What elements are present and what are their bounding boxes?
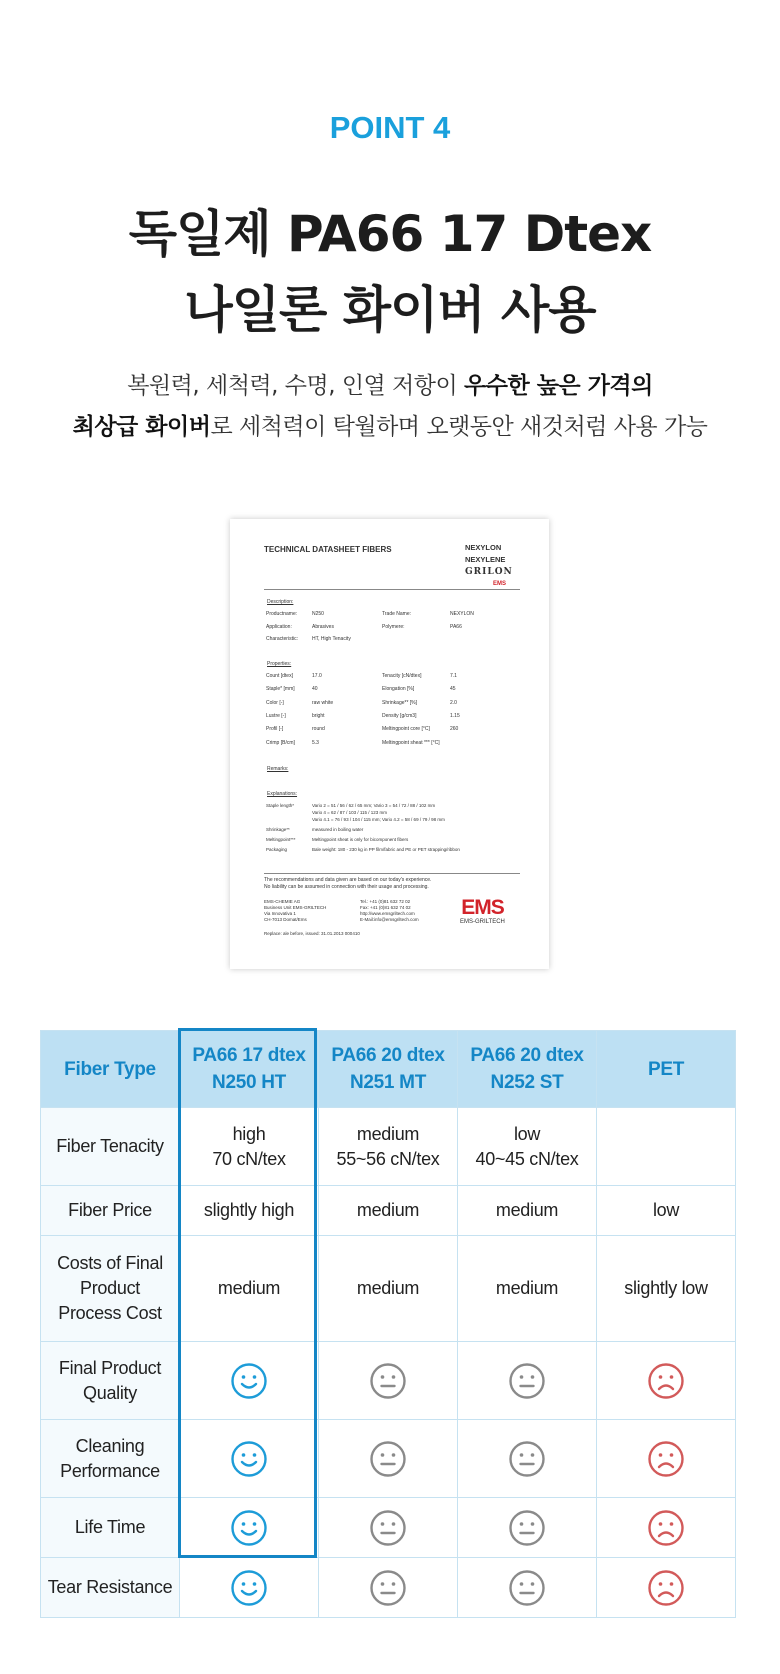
property-cell: Count [dtex] — [266, 673, 293, 679]
page-title — [0, 196, 780, 348]
table-cell: high 70 cN/tex — [180, 1108, 319, 1186]
neutral-face-icon — [508, 1447, 546, 1467]
address-line: Via Innovativa 1 — [264, 911, 296, 916]
ems-logo: EMS EMS-GRILTECH — [460, 896, 505, 925]
row-label: Fiber Price — [41, 1186, 180, 1236]
rating-cell — [319, 1498, 458, 1558]
explanation-cell: Meltingpoint*** — [266, 837, 296, 842]
neutral-face-icon — [508, 1369, 546, 1389]
sad-face-icon — [647, 1447, 685, 1467]
property-cell: bright — [312, 712, 325, 719]
property-cell: Meltingpoint sheat *** [°C] — [382, 739, 440, 746]
row-label: Fiber Tenacity — [41, 1108, 180, 1186]
contact-line: E-Mail:info@emsgriltech.com — [360, 917, 419, 922]
title-line-1: 독일제 PA66 17 Dtex — [128, 205, 652, 263]
rating-cell — [319, 1342, 458, 1420]
property-cell: Color [-] — [266, 699, 284, 706]
property-cell: 45 — [450, 686, 456, 693]
explanation-cell: Staple length* — [266, 803, 295, 808]
happy-face-icon — [230, 1369, 268, 1389]
remarks-label: Remarks: — [267, 766, 289, 772]
fiber-type-header: Fiber Type — [41, 1031, 180, 1108]
property-cell: Shrinkage** [%] — [382, 699, 418, 706]
property-cell: 2.0 — [450, 699, 457, 706]
table-row — [41, 1498, 736, 1558]
description-cell: NEXYLON — [450, 611, 474, 617]
explanation-cell: Bale weight: 180 - 230 kg in PP film/fabric and PE or PET strapping/ribbon — [312, 847, 460, 852]
row-label: Final Product Quality — [41, 1342, 180, 1420]
property-cell: Profil [-] — [266, 726, 284, 733]
property-cell: Crimp [B/cm] — [266, 739, 295, 746]
table-cell: medium — [180, 1236, 319, 1342]
table-row — [41, 1342, 736, 1420]
footer-note: The recommendations and data given are based on our today's experience. No liability can be assumed in connection with their usage and processing. — [264, 877, 432, 890]
datasheet-brands: NEXYLON NEXYLENE GRILON EMS — [465, 543, 513, 587]
rating-cell — [458, 1420, 597, 1498]
row-label: Tear Resistance — [41, 1558, 180, 1618]
rating-cell — [458, 1558, 597, 1618]
table-row — [41, 1186, 736, 1236]
company-address — [264, 899, 326, 923]
point-label: POINT 4 — [329, 110, 451, 145]
rating-cell — [597, 1558, 736, 1618]
contact-line: http://www.emsgriltech.com — [360, 911, 415, 916]
properties-label: Properties: — [267, 661, 292, 667]
table-cell: medium 55~56 cN/tex — [319, 1108, 458, 1186]
subtitle — [0, 366, 780, 448]
description-cell: Characteristic: — [266, 636, 298, 642]
description-cell: N250 — [312, 611, 324, 617]
table-row — [41, 1420, 736, 1498]
explanations-label: Explanations: — [267, 791, 298, 797]
neutral-face-icon — [369, 1576, 407, 1596]
rating-cell — [597, 1498, 736, 1558]
neutral-face-icon — [508, 1576, 546, 1596]
table-cell: medium — [458, 1186, 597, 1236]
explanation-cell: Vario 4.1 = 76 / 93 / 104 / 115 mm; Vario 4.2 = 58 / 69 / 79 / 98 mm — [312, 817, 445, 822]
happy-face-icon — [230, 1447, 268, 1467]
address-line: CH-7013 Domat/Ems — [264, 917, 307, 922]
description-label: Description: — [267, 599, 294, 605]
property-cell: Meltingpoint core [°C] — [382, 726, 430, 733]
property-cell: Elongation [%] — [382, 686, 415, 693]
address-line: EMS-CHEMIE AG — [264, 899, 301, 904]
table-cell: slightly low — [597, 1236, 736, 1342]
rating-cell — [597, 1342, 736, 1420]
description-cell: Polymere: — [382, 623, 405, 630]
explanation-cell: Vario 2 = 51 / 56 / 62 / 65 mm; Vario 3 = 54 / 72 / 88 / 102 mm — [312, 803, 436, 808]
rating-cell — [180, 1342, 319, 1420]
happy-face-icon — [230, 1576, 268, 1596]
company-contact — [360, 899, 419, 923]
address-line: Business Unit EMS-GRILTECH — [264, 905, 327, 910]
rating-cell — [180, 1558, 319, 1618]
comparison-table — [40, 1030, 736, 1618]
rating-cell — [597, 1420, 736, 1498]
subtitle-line-1: 복원력, 세척력, 수명, 인열 저항이 우수한 높은 가격의 — [127, 373, 653, 399]
table-cell: low — [597, 1186, 736, 1236]
table-header-row — [41, 1031, 736, 1108]
explanation-cell: Meltingpoint sheat is only for bicomponent fibers — [312, 837, 409, 842]
table-row — [41, 1108, 736, 1186]
neutral-face-icon — [508, 1516, 546, 1536]
neutral-face-icon — [369, 1516, 407, 1536]
property-cell: 1.15 — [450, 712, 460, 719]
rating-cell — [180, 1420, 319, 1498]
contact-line: Fax: +41 (0)81 632 74 02 — [360, 905, 411, 910]
property-cell: round — [312, 726, 325, 733]
sad-face-icon — [647, 1369, 685, 1389]
neutral-face-icon — [369, 1369, 407, 1389]
row-label: Cleaning Performance — [41, 1420, 180, 1498]
title-line-2: 나일론 화이버 사용 — [184, 281, 596, 339]
table-cell: medium — [319, 1236, 458, 1342]
property-cell: Density [g/cm3] — [382, 712, 417, 719]
table-cell — [597, 1108, 736, 1186]
description-cell: PA66 — [450, 623, 462, 630]
divider — [264, 873, 520, 874]
property-cell: Tenacity [cN/dtex] — [382, 673, 422, 679]
happy-face-icon — [230, 1516, 268, 1536]
neutral-face-icon — [369, 1447, 407, 1467]
table-row — [41, 1236, 736, 1342]
property-cell: raw white — [312, 699, 334, 706]
table-row — [41, 1558, 736, 1618]
datasheet-title: TECHNICAL DATASHEET FIBERS — [264, 545, 392, 554]
description-cell: Application: — [266, 623, 292, 630]
description-cell: Productname: — [266, 611, 298, 617]
column-header: PA66 20 dtex N251 MT — [319, 1031, 458, 1108]
rating-cell — [319, 1420, 458, 1498]
divider — [264, 589, 520, 590]
property-cell: 17.0 — [312, 673, 322, 679]
table-cell: medium — [319, 1186, 458, 1236]
property-cell: 7.1 — [450, 673, 457, 679]
explanation-cell: Shrinkage** — [266, 827, 290, 832]
column-header: PET — [597, 1031, 736, 1108]
rating-cell — [458, 1342, 597, 1420]
rating-cell — [319, 1558, 458, 1618]
explanation-cell: measured in boiling water — [312, 827, 364, 832]
column-header: PA66 20 dtex N252 ST — [458, 1031, 597, 1108]
description-cell: HT, High Tenacity — [312, 636, 351, 642]
row-label: Costs of Final Product Process Cost — [41, 1236, 180, 1342]
property-cell: Staple* [mm] — [266, 686, 295, 693]
rating-cell — [458, 1498, 597, 1558]
replace-line: Replace: ale before, issued: 31.01.2013 000410 — [264, 931, 360, 936]
sad-face-icon — [647, 1516, 685, 1536]
rating-cell — [180, 1498, 319, 1558]
row-label: Life Time — [41, 1498, 180, 1558]
subtitle-line-2: 최상급 화이버로 세척력이 탁월하며 오랫동안 새것처럼 사용 가능 — [72, 414, 708, 440]
description-cell: Abrasives — [312, 623, 334, 630]
contact-line: Tel.: +41 (0)81 632 72 02 — [360, 899, 411, 904]
table-cell: slightly high — [180, 1186, 319, 1236]
table-cell: medium — [458, 1236, 597, 1342]
property-cell: 5.3 — [312, 739, 319, 746]
property-cell: 260 — [450, 726, 459, 733]
property-cell: 40 — [312, 686, 318, 693]
explanation-cell: Packaging — [266, 847, 288, 852]
sad-face-icon — [647, 1576, 685, 1596]
explanation-cell: Vario 4 = 62 / 87 / 103 / 115 / 123 mm — [312, 810, 388, 815]
technical-datasheet — [230, 519, 549, 969]
table-cell: low 40~45 cN/tex — [458, 1108, 597, 1186]
description-cell: Trade Name: — [382, 611, 411, 617]
property-cell: Lustre [-] — [266, 712, 286, 719]
column-header: PA66 17 dtex N250 HT — [180, 1031, 319, 1108]
